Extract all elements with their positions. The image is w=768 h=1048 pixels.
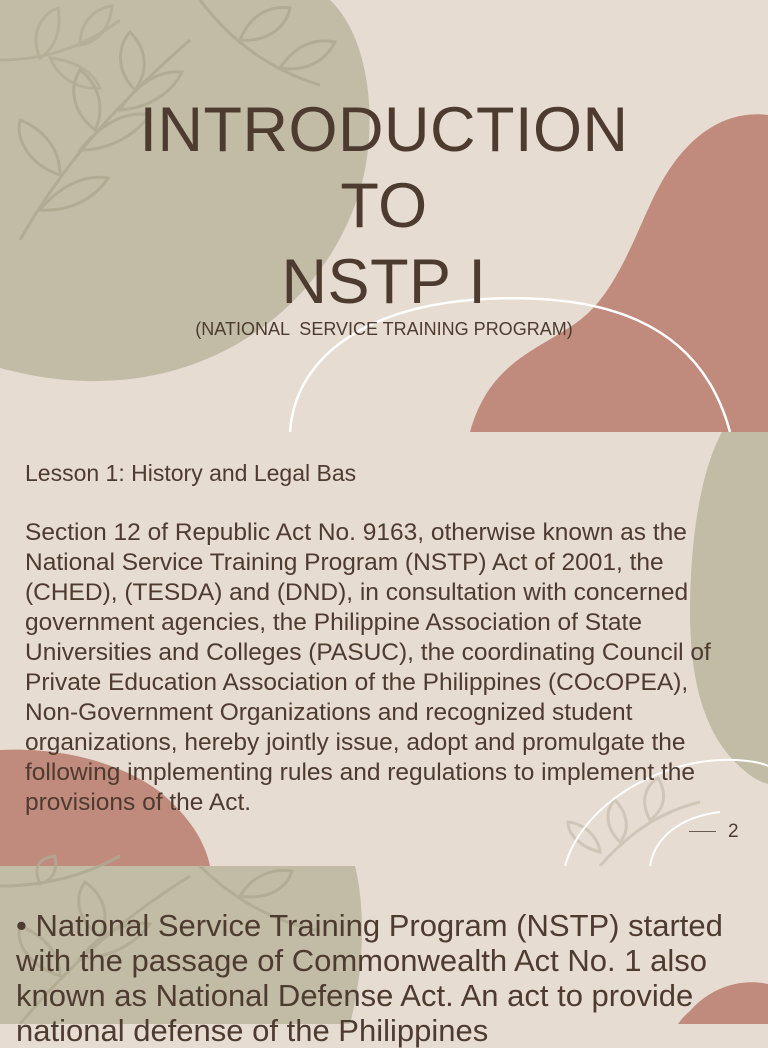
title-line: NSTP I — [281, 247, 487, 317]
lesson-heading: Lesson 1: History and Legal Bas — [25, 460, 357, 486]
slide-subtitle: (NATIONAL SERVICE TRAINING PROGRAM) — [195, 319, 573, 339]
title-slide — [0, 0, 768, 432]
slide-title — [0, 92, 768, 320]
title-line: TO — [340, 171, 428, 241]
bullet-slide — [0, 866, 768, 1048]
bullet-text: • National Service Training Program (NSTP) started with the passage of Commonwealth Act No. 1 also known as National Defense Act. An act to provide national defense of the Philippines — [16, 908, 723, 1048]
white-arc-decoration — [650, 812, 720, 866]
page-number-divider — [689, 831, 716, 832]
title-line: INTRODUCTION — [139, 95, 629, 165]
lesson-slide — [0, 432, 768, 866]
page-number: 2 — [728, 821, 739, 842]
lesson-body-text: Section 12 of Republic Act No. 9163, otherwise known as the National Service Training Program (NSTP) Act of 2001, the (CHED), (TESDA) and (DND), in consultation with concerned government agencies, the Philippine Association of State Universities and Colleges (PASUC), the coordinating Council of Private Education Association of the Philippines (COcOPEA), Non-Government Organizations and recognized student organizations, hereby jointly issue, adopt and promulgate the following implementing rules and regulations to implement the provisions of the Act. — [25, 519, 711, 816]
